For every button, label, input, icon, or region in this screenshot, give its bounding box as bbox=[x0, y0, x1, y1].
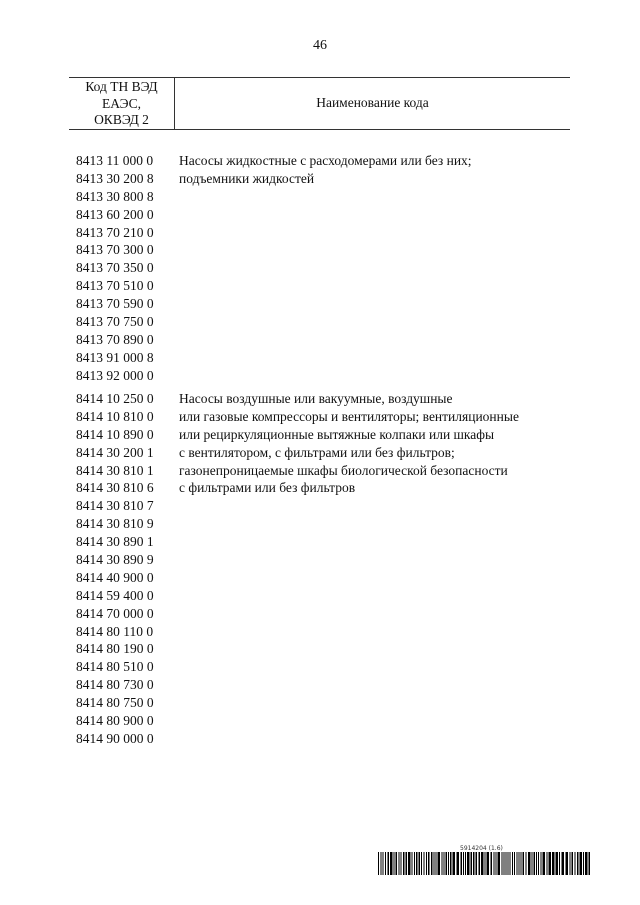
code-item: 8414 10 250 0 bbox=[76, 391, 154, 406]
code-item: 8414 10 890 0 bbox=[76, 426, 154, 442]
description-line: с вентилятором, с фильтрами или без фильтров; bbox=[179, 444, 455, 460]
page-number: 46 bbox=[313, 38, 327, 53]
code-item: 8414 30 810 7 bbox=[76, 498, 154, 514]
description-line: подъемники жидкостей bbox=[179, 170, 315, 186]
code-column-header bbox=[69, 79, 174, 129]
code-item: 8413 70 350 0 bbox=[76, 260, 154, 276]
table-header-bottom-rule bbox=[69, 129, 570, 130]
code-list bbox=[76, 152, 176, 385]
code-item: 8413 70 300 0 bbox=[76, 242, 154, 258]
code-item: 8413 30 800 8 bbox=[76, 188, 154, 204]
code-item: 8413 70 890 0 bbox=[76, 331, 154, 347]
code-item: 8413 70 210 0 bbox=[76, 224, 154, 240]
code-item: 8414 59 400 0 bbox=[76, 587, 154, 603]
code-item: 8414 70 000 0 bbox=[76, 605, 154, 621]
code-description bbox=[179, 152, 579, 188]
code-item: 8413 70 750 0 bbox=[76, 314, 154, 330]
description-line: Насосы жидкостные с расходомерами или без них; bbox=[179, 153, 472, 168]
code-item: 8414 90 000 0 bbox=[76, 730, 154, 746]
code-item: 8414 80 110 0 bbox=[76, 623, 154, 639]
barcode bbox=[378, 852, 590, 875]
code-item: 8414 80 750 0 bbox=[76, 695, 154, 711]
code-header-line-1: Код ТН ВЭД bbox=[85, 79, 158, 94]
code-item: 8414 80 900 0 bbox=[76, 713, 154, 729]
code-item: 8414 30 200 1 bbox=[76, 444, 154, 460]
code-item: 8414 80 730 0 bbox=[76, 677, 154, 693]
code-item: 8414 30 890 1 bbox=[76, 534, 154, 550]
table-top-rule bbox=[69, 77, 570, 78]
code-list bbox=[76, 390, 176, 748]
code-item: 8414 80 190 0 bbox=[76, 641, 154, 657]
code-item: 8413 60 200 0 bbox=[76, 206, 154, 222]
code-item: 8414 30 810 6 bbox=[76, 480, 154, 496]
code-item: 8413 70 510 0 bbox=[76, 278, 154, 294]
code-description bbox=[179, 390, 579, 497]
description-line: с фильтрами или без фильтров bbox=[179, 480, 356, 496]
code-item: 8413 91 000 8 bbox=[76, 349, 154, 365]
code-item: 8414 40 900 0 bbox=[76, 569, 154, 585]
code-item: 8413 30 200 8 bbox=[76, 170, 154, 186]
code-item: 8413 11 000 0 bbox=[76, 153, 154, 168]
name-column-header: Наименование кода bbox=[316, 95, 429, 110]
code-item: 8414 10 810 0 bbox=[76, 408, 154, 424]
description-line: газонепроницаемые шкафы биологической безопасности bbox=[179, 462, 508, 478]
description-line: или газовые компрессоры и вентиляторы; вентиляционные bbox=[179, 408, 519, 424]
code-header-line-2: ЕАЭС, bbox=[102, 95, 141, 111]
code-item: 8414 80 510 0 bbox=[76, 659, 154, 675]
barcode-label: 5914204 (1.6) bbox=[460, 845, 503, 852]
code-item: 8414 30 810 1 bbox=[76, 462, 154, 478]
description-line: Насосы воздушные или вакуумные, воздушные bbox=[179, 391, 453, 406]
description-line: или рециркуляционные вытяжные колпаки или шкафы bbox=[179, 426, 495, 442]
code-header-line-3: ОКВЭД 2 bbox=[94, 112, 149, 127]
code-item: 8414 30 890 9 bbox=[76, 552, 154, 568]
code-item: 8413 92 000 0 bbox=[76, 367, 154, 383]
code-item: 8414 30 810 9 bbox=[76, 516, 154, 532]
code-item: 8413 70 590 0 bbox=[76, 296, 154, 312]
